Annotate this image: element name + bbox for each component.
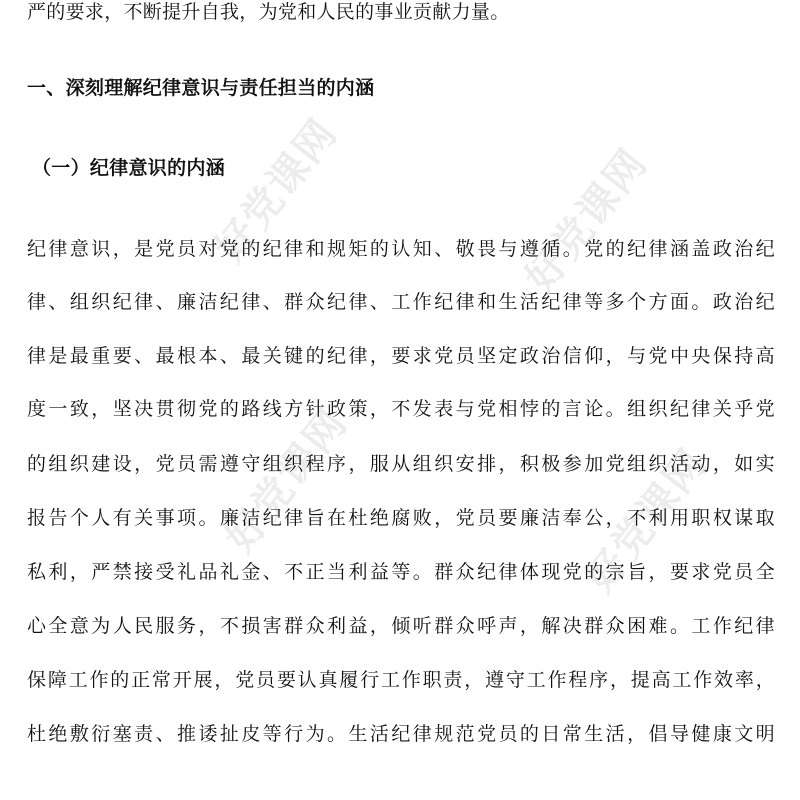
paragraph-line: 心全意为人民服务，不损害群众利益，倾听群众呼声，解决群众困难。工作纪律 xyxy=(27,615,775,637)
paragraph-line: 私利，严禁接受礼品礼金、不正当利益等。群众纪律体现党的宗旨，要求党员全 xyxy=(27,561,775,583)
paragraph-line: 度一致，坚决贯彻党的路线方针政策，不发表与党相悖的言论。组织纪律关乎党 xyxy=(27,398,775,420)
section-heading: 一、深刻理解纪律意识与责任担当的内涵 xyxy=(27,77,375,99)
paragraph-line: 杜绝敷衍塞责、推诿扯皮等行为。生活纪律规范党员的日常生活，倡导健康文明 xyxy=(27,723,775,745)
paragraph-line: 的组织建设，党员需遵守组织程序，服从组织安排，积极参加党组织活动，如实 xyxy=(27,453,775,475)
watermark: 好党课网 xyxy=(216,400,357,562)
paragraph-line: 律是最重要、最根本、最关键的纪律，要求党员坚定政治信仰，与党中央保持高 xyxy=(27,345,775,367)
watermark: 好党课网 xyxy=(576,440,717,602)
paragraph-line-top: 严的要求，不断提升自我，为党和人民的事业贡献力量。 xyxy=(27,1,510,23)
paragraph-line: 保障工作的正常开展，党员要认真履行工作职责，遵守工作程序，提高工作效率， xyxy=(27,669,775,691)
subsection-heading: （一）纪律意识的内涵 xyxy=(32,157,226,179)
paragraph-line: 律、组织纪律、廉洁纪律、群众纪律、工作纪律和生活纪律等多个方面。政治纪 xyxy=(27,291,775,313)
paragraph-line-cut xyxy=(27,790,447,800)
watermark: 好党课网 xyxy=(206,110,347,272)
paragraph-line: 报告个人有关事项。廉洁纪律旨在杜绝腐败，党员要廉洁奉公，不利用职权谋取 xyxy=(27,507,775,529)
paragraph-line: 纪律意识，是党员对党的纪律和规矩的认知、敬畏与遵循。党的纪律涵盖政治纪 xyxy=(27,238,775,260)
watermark: 好党课网 xyxy=(516,140,657,302)
